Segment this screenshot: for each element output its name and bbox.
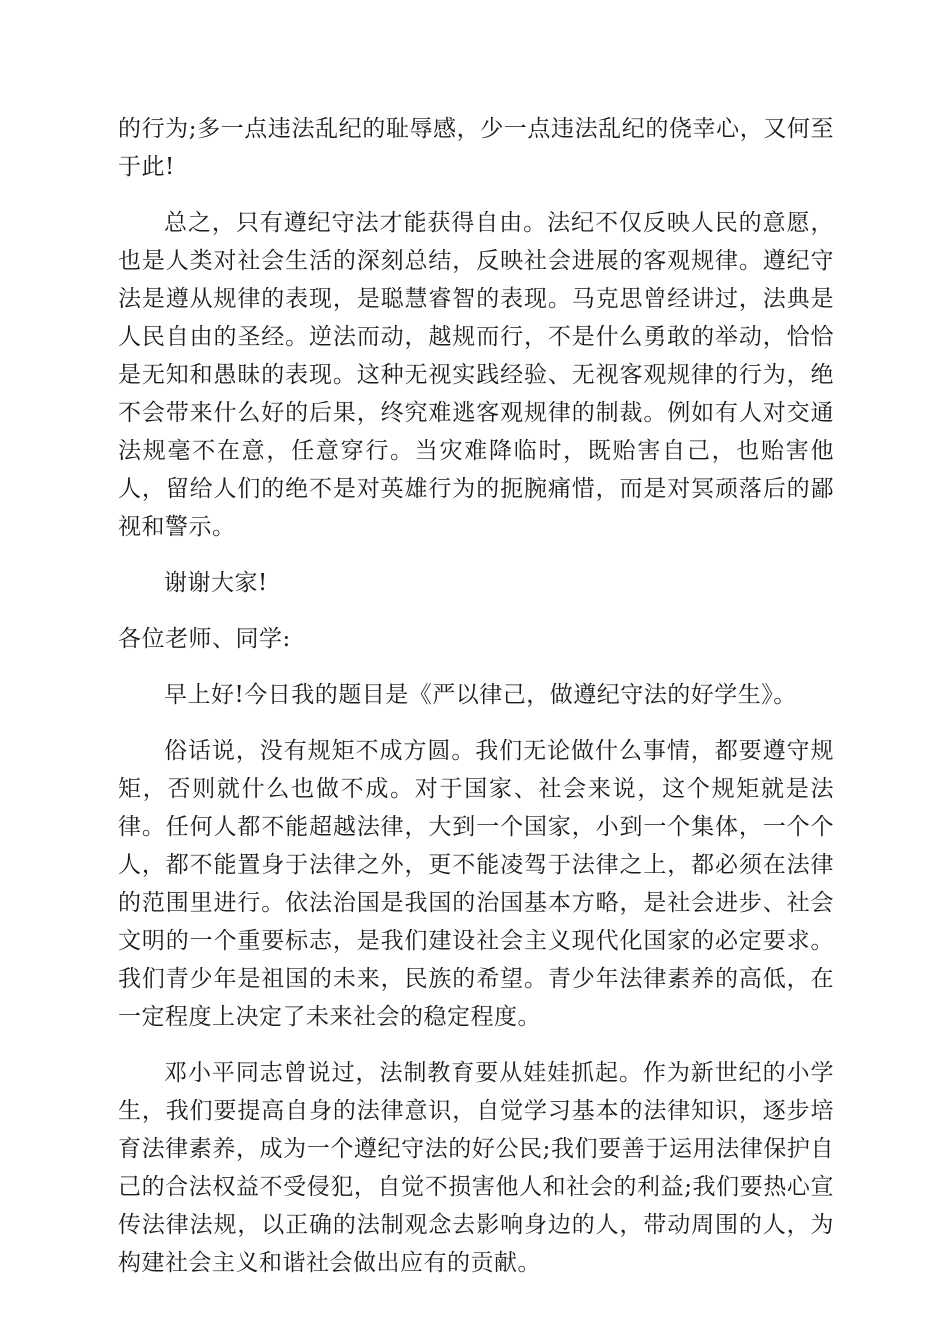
paragraph-1: 的行为;多一点违法乱纪的耻辱感，少一点违法乱纪的侥幸心，又何至于此! — [118, 116, 834, 180]
paragraph-thanks: 谢谢大家! — [164, 570, 268, 596]
paragraph-title-intro: 早上好!今日我的题目是《严以律己，做遵纪守法的好学生》。 — [164, 682, 797, 708]
paragraph-7: 邓小平同志曾说过，法制教育要从娃娃抓起。作为新世纪的小学生，我们要提高自身的法律意识，自觉学习基本的法律知识，逐步培育法律素养，成为一个遵纪守法的好公民;我们要善于运用法律保护自己的合法权益不受侵犯，自觉不损害他人和社会的利益;我们要热心宣传法律法规，以正确的法制观念去影响身边的人，带动周围的人，为构建社会主义和谐社会做出应有的贡献。 — [118, 1060, 834, 1276]
paragraph-greeting: 各位老师、同学: — [118, 626, 291, 652]
paragraph-6: 俗话说，没有规矩不成方圆。我们无论做什么事情，都要遵守规矩，否则就什么也做不成。对于国家、社会来说，这个规矩就是法律。任何人都不能超越法律，大到一个国家，小到一个集体，一个个人，都不能置身于法律之外，更不能凌驾于法律之上，都必须在法律的范围里进行。依法治国是我国的治国基本方略，是社会进步、社会文明的一个重要标志，是我们建设社会主义现代化国家的必定要求。我们青少年是祖国的未来，民族的希望。青少年法律素养的高低，在一定程度上决定了未来社会的稳定程度。 — [118, 738, 834, 1030]
paragraph-2: 总之，只有遵纪守法才能获得自由。法纪不仅反映人民的意愿，也是人类对社会生活的深刻总结，反映社会进展的客观规律。遵纪守法是遵从规律的表现，是聪慧睿智的表现。马克思曾经讲过，法典是人民自由的圣经。逆法而动，越规而行，不是什么勇敢的举动，恰恰是无知和愚昧的表现。这种无视实践经验、无视客观规律的行为，绝不会带来什么好的后果，终究难逃客观规律的制裁。例如有人对交通法规毫不在意，任意穿行。当灾难降临时，既贻害自己，也贻害他人，留给人们的绝不是对英雄行为的扼腕痛惜，而是对冥顽落后的鄙视和警示。 — [118, 210, 834, 540]
document-body — [118, 110, 834, 1300]
